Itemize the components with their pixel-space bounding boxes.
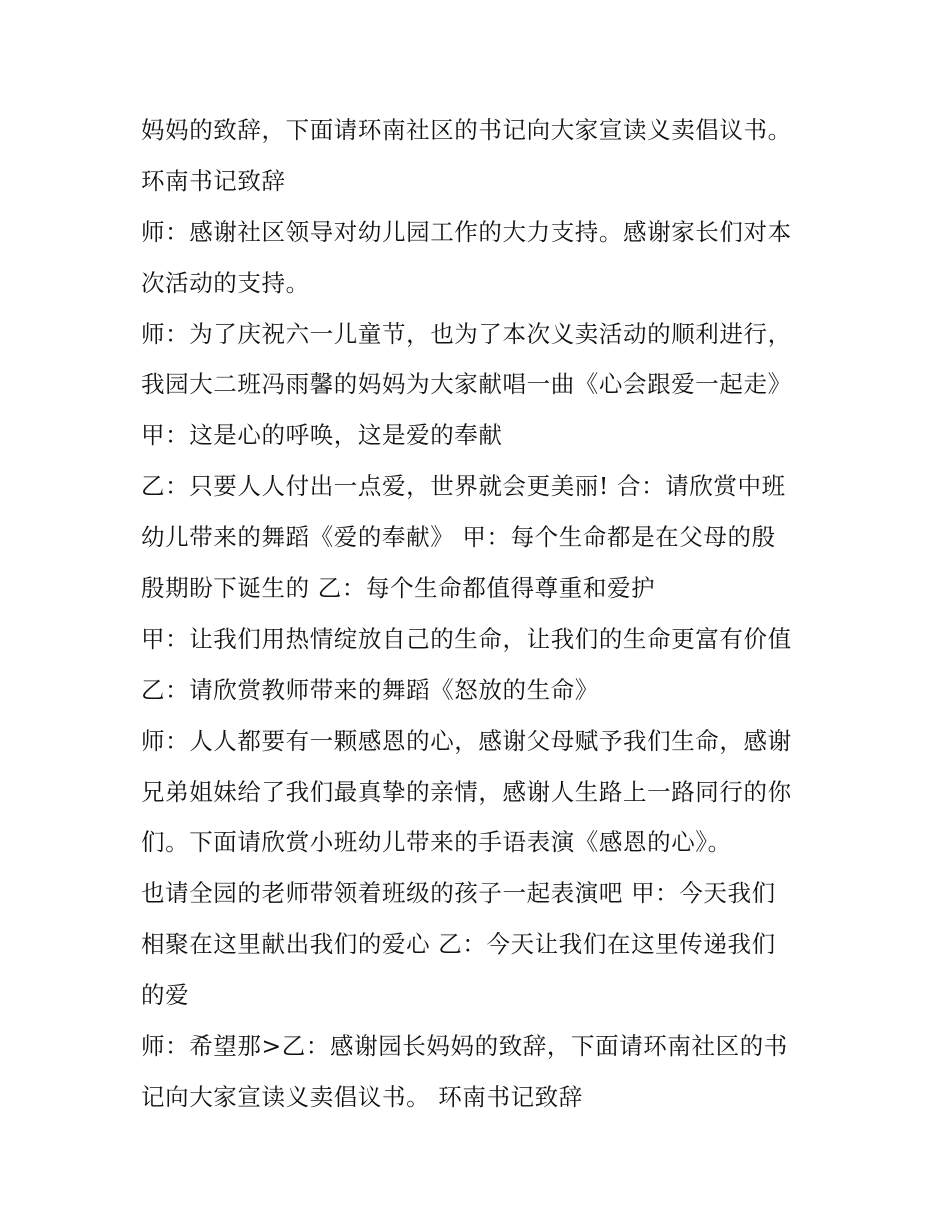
text-line: 师：为了庆祝六一儿童节，也为了本次义卖活动的顺利进行， — [141, 319, 792, 348]
text-line: 妈妈的致辞，下面请环南社区的书记向大家宣读义卖倡议书。 — [141, 116, 792, 144]
text-line: 记向大家宣读义卖倡议书。 环南书记致辞 — [141, 1082, 583, 1111]
text-line: 师：希望那>乙：感谢园长妈妈的致辞，下面请环南社区的书 — [141, 1032, 788, 1061]
text-line: 我园大二班冯雨馨的妈妈为大家献唱一曲《心会跟爱一起走》 — [141, 370, 792, 399]
text-line: 师：人人都要有一颗感恩的心，感谢父母赋予我们生命，感谢 — [141, 726, 792, 755]
text-line: 相聚在这里献出我们的爱心 乙：今天让我们在这里传递我们 — [141, 930, 776, 959]
text-line: 师：感谢社区领导对幼儿园工作的大力支持。感谢家长们对本 — [141, 217, 792, 246]
text-line: 的爱 — [141, 981, 190, 1010]
text-line: 乙：请欣赏教师带来的舞蹈《怒放的生命》 — [141, 675, 599, 704]
text-line: 次活动的支持。 — [141, 268, 310, 297]
text-line: 幼儿带来的舞蹈《爱的奉献》 甲：每个生命都是在父母的殷 — [141, 523, 776, 552]
text-line: 也请全园的老师带领着班级的孩子一起表演吧 甲：今天我们 — [141, 879, 776, 908]
text-line: 殷期盼下诞生的 乙：每个生命都值得尊重和爱护 — [141, 574, 656, 603]
text-line: 环南书记致辞 — [141, 166, 286, 195]
text-line: 甲：这是心的呼唤，这是爱的奉献 — [141, 421, 503, 450]
text-line: 们。下面请欣赏小班幼儿带来的手语表演《感恩的心》。 — [141, 828, 732, 857]
text-line: 乙：只要人人付出一点爱，世界就会更美丽! 合：请欣赏中班 — [141, 472, 786, 501]
text-line: 兄弟姐妹给了我们最真挚的亲情，感谢人生路上一路同行的你 — [141, 777, 792, 806]
document-body — [141, 105, 821, 1123]
text-line: 甲：让我们用热情绽放自己的生命，让我们的生命更富有价值 — [141, 624, 792, 653]
